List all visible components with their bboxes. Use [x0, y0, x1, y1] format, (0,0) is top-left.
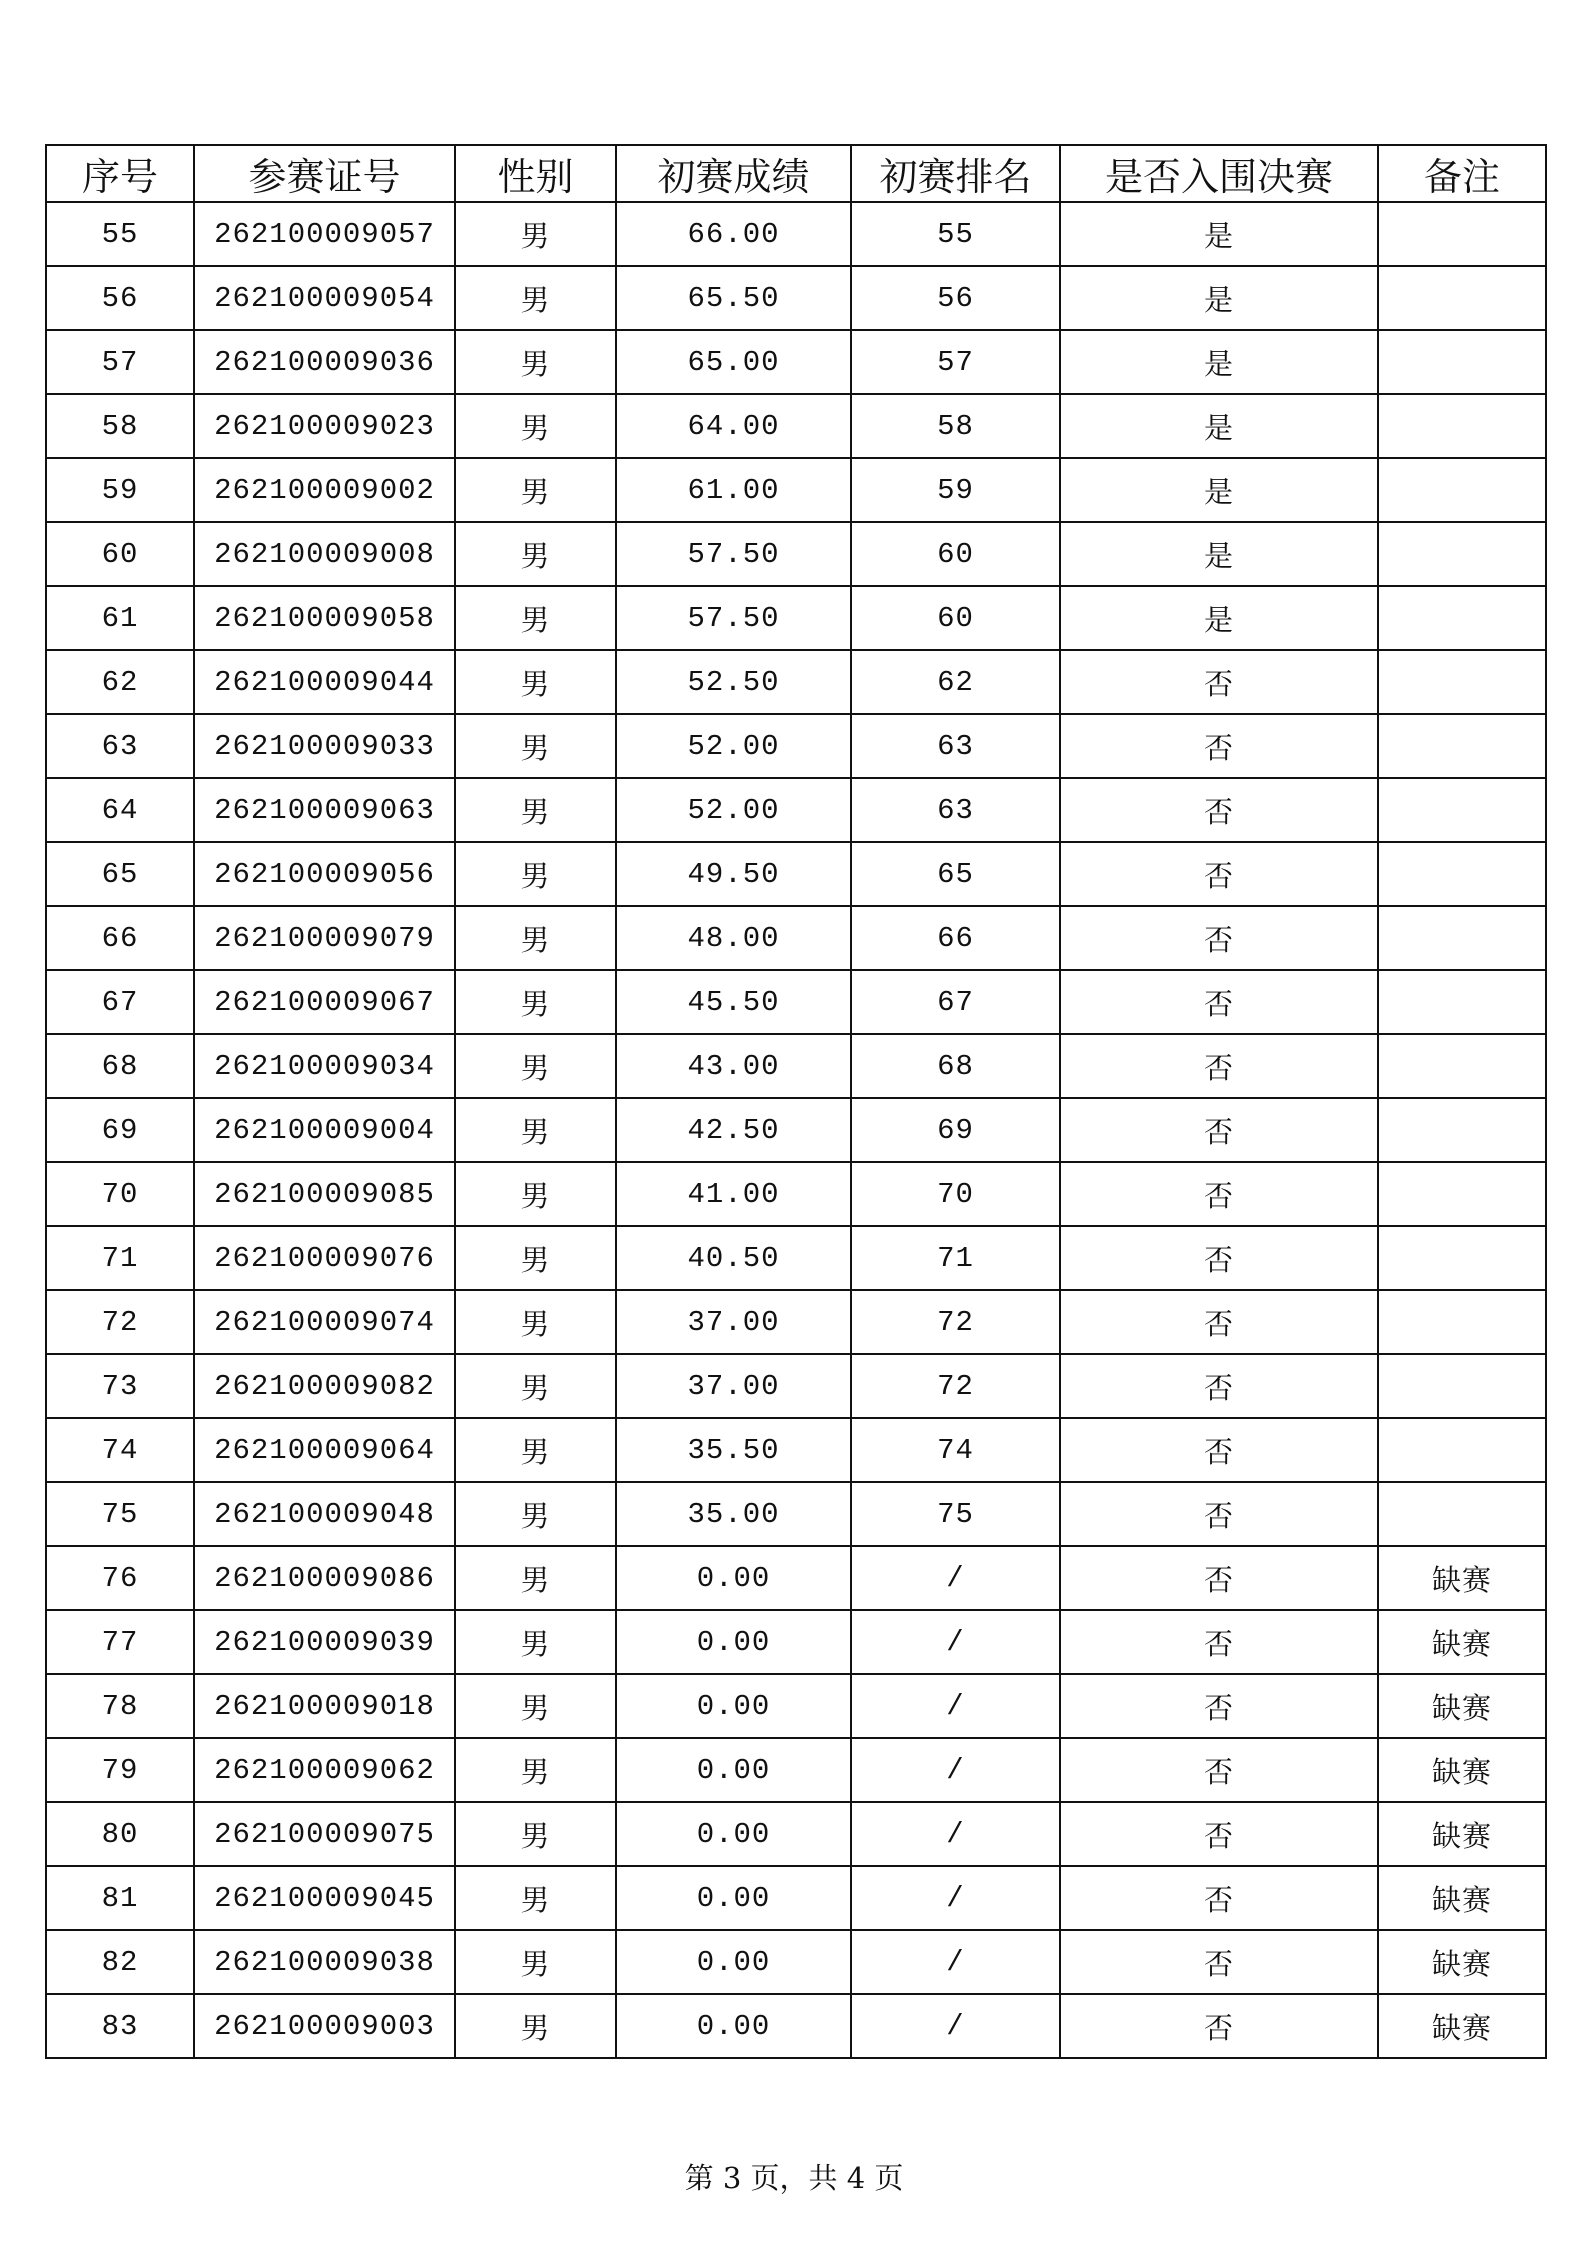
- cell-index: 83: [46, 1994, 194, 2058]
- cell-rank: 74: [851, 1418, 1060, 1482]
- cell-index: 55: [46, 202, 194, 266]
- cell-score: 0.00: [616, 1930, 851, 1994]
- cell-index: 78: [46, 1674, 194, 1738]
- table-row: [46, 1482, 1546, 1546]
- cell-gender: 男: [455, 266, 616, 330]
- table-row: [46, 522, 1546, 586]
- cell-finalist: 否: [1060, 1866, 1378, 1930]
- cell-rank: 69: [851, 1098, 1060, 1162]
- header-gender: 性别: [455, 145, 616, 202]
- cell-score: 64.00: [616, 394, 851, 458]
- table-row: [46, 1546, 1546, 1610]
- cell-score: 65.00: [616, 330, 851, 394]
- cell-score: 0.00: [616, 1610, 851, 1674]
- cell-finalist: 否: [1060, 842, 1378, 906]
- table-body: [46, 202, 1546, 2058]
- table-row: [46, 1162, 1546, 1226]
- cell-gender: 男: [455, 1610, 616, 1674]
- cell-entry-id: 262100009023: [194, 394, 455, 458]
- cell-gender: 男: [455, 1802, 616, 1866]
- table-row: [46, 1226, 1546, 1290]
- cell-gender: 男: [455, 1290, 616, 1354]
- cell-finalist: 否: [1060, 1226, 1378, 1290]
- table-row: [46, 458, 1546, 522]
- header-score: 初赛成绩: [616, 145, 851, 202]
- table-row: [46, 586, 1546, 650]
- cell-gender: 男: [455, 586, 616, 650]
- cell-rank: /: [851, 1866, 1060, 1930]
- table-row: [46, 650, 1546, 714]
- cell-rank: 56: [851, 266, 1060, 330]
- cell-gender: 男: [455, 1994, 616, 2058]
- cell-gender: 男: [455, 970, 616, 1034]
- cell-note: [1378, 1354, 1546, 1418]
- cell-index: 62: [46, 650, 194, 714]
- cell-score: 43.00: [616, 1034, 851, 1098]
- cell-finalist: 否: [1060, 970, 1378, 1034]
- cell-entry-id: 262100009048: [194, 1482, 455, 1546]
- cell-index: 74: [46, 1418, 194, 1482]
- header-id: 参赛证号: [194, 145, 455, 202]
- cell-gender: 男: [455, 1866, 616, 1930]
- cell-score: 61.00: [616, 458, 851, 522]
- cell-rank: /: [851, 1546, 1060, 1610]
- cell-score: 57.50: [616, 586, 851, 650]
- cell-note: [1378, 1162, 1546, 1226]
- cell-index: 73: [46, 1354, 194, 1418]
- header-index: 序号: [46, 145, 194, 202]
- table-row: [46, 714, 1546, 778]
- cell-entry-id: 262100009044: [194, 650, 455, 714]
- cell-rank: /: [851, 1930, 1060, 1994]
- cell-rank: /: [851, 1738, 1060, 1802]
- cell-entry-id: 262100009054: [194, 266, 455, 330]
- cell-note: [1378, 714, 1546, 778]
- cell-entry-id: 262100009018: [194, 1674, 455, 1738]
- cell-gender: 男: [455, 714, 616, 778]
- page-number: 第 3 页，共 4 页: [684, 2161, 904, 2195]
- cell-rank: 62: [851, 650, 1060, 714]
- cell-note: [1378, 1290, 1546, 1354]
- table-row: [46, 1802, 1546, 1866]
- cell-gender: 男: [455, 1354, 616, 1418]
- cell-score: 0.00: [616, 1802, 851, 1866]
- cell-score: 52.00: [616, 714, 851, 778]
- cell-gender: 男: [455, 1546, 616, 1610]
- cell-entry-id: 262100009002: [194, 458, 455, 522]
- cell-index: 57: [46, 330, 194, 394]
- cell-score: 65.50: [616, 266, 851, 330]
- cell-score: 35.50: [616, 1418, 851, 1482]
- cell-note: [1378, 1418, 1546, 1482]
- cell-score: 48.00: [616, 906, 851, 970]
- table-row: [46, 778, 1546, 842]
- table-row: [46, 1418, 1546, 1482]
- cell-finalist: 否: [1060, 1354, 1378, 1418]
- table-row: [46, 906, 1546, 970]
- cell-entry-id: 262100009064: [194, 1418, 455, 1482]
- cell-rank: 70: [851, 1162, 1060, 1226]
- table-row: [46, 1674, 1546, 1738]
- cell-note: 缺赛: [1378, 1738, 1546, 1802]
- cell-entry-id: 262100009034: [194, 1034, 455, 1098]
- cell-finalist: 否: [1060, 1098, 1378, 1162]
- cell-finalist: 否: [1060, 650, 1378, 714]
- cell-gender: 男: [455, 1034, 616, 1098]
- cell-finalist: 是: [1060, 458, 1378, 522]
- cell-score: 52.00: [616, 778, 851, 842]
- cell-rank: 75: [851, 1482, 1060, 1546]
- table-row: [46, 1930, 1546, 1994]
- cell-entry-id: 262100009045: [194, 1866, 455, 1930]
- cell-note: [1378, 970, 1546, 1034]
- table-row: [46, 1290, 1546, 1354]
- cell-finalist: 否: [1060, 906, 1378, 970]
- cell-rank: 71: [851, 1226, 1060, 1290]
- cell-entry-id: 262100009036: [194, 330, 455, 394]
- cell-score: 0.00: [616, 1674, 851, 1738]
- cell-finalist: 否: [1060, 714, 1378, 778]
- cell-entry-id: 262100009063: [194, 778, 455, 842]
- cell-gender: 男: [455, 1098, 616, 1162]
- cell-entry-id: 262100009074: [194, 1290, 455, 1354]
- cell-note: 缺赛: [1378, 1866, 1546, 1930]
- cell-index: 59: [46, 458, 194, 522]
- cell-rank: 65: [851, 842, 1060, 906]
- cell-note: [1378, 1226, 1546, 1290]
- cell-index: 70: [46, 1162, 194, 1226]
- cell-finalist: 是: [1060, 266, 1378, 330]
- cell-entry-id: 262100009003: [194, 1994, 455, 2058]
- cell-rank: 60: [851, 522, 1060, 586]
- cell-finalist: 是: [1060, 394, 1378, 458]
- cell-note: [1378, 394, 1546, 458]
- cell-score: 45.50: [616, 970, 851, 1034]
- cell-index: 75: [46, 1482, 194, 1546]
- cell-score: 0.00: [616, 1994, 851, 2058]
- cell-score: 0.00: [616, 1738, 851, 1802]
- cell-note: [1378, 330, 1546, 394]
- cell-gender: 男: [455, 778, 616, 842]
- cell-rank: 58: [851, 394, 1060, 458]
- cell-entry-id: 262100009004: [194, 1098, 455, 1162]
- cell-index: 65: [46, 842, 194, 906]
- cell-index: 76: [46, 1546, 194, 1610]
- cell-note: 缺赛: [1378, 1930, 1546, 1994]
- cell-score: 0.00: [616, 1546, 851, 1610]
- cell-finalist: 是: [1060, 202, 1378, 266]
- cell-entry-id: 262100009008: [194, 522, 455, 586]
- cell-index: 58: [46, 394, 194, 458]
- table-row: [46, 330, 1546, 394]
- cell-gender: 男: [455, 1674, 616, 1738]
- cell-index: 63: [46, 714, 194, 778]
- cell-gender: 男: [455, 1482, 616, 1546]
- cell-index: 66: [46, 906, 194, 970]
- cell-note: 缺赛: [1378, 1994, 1546, 2058]
- cell-entry-id: 262100009086: [194, 1546, 455, 1610]
- cell-score: 52.50: [616, 650, 851, 714]
- cell-gender: 男: [455, 1738, 616, 1802]
- cell-finalist: 否: [1060, 1290, 1378, 1354]
- cell-score: 42.50: [616, 1098, 851, 1162]
- table-row: [46, 202, 1546, 266]
- cell-finalist: 否: [1060, 1930, 1378, 1994]
- cell-entry-id: 262100009067: [194, 970, 455, 1034]
- cell-entry-id: 262100009085: [194, 1162, 455, 1226]
- cell-note: [1378, 650, 1546, 714]
- cell-score: 0.00: [616, 1866, 851, 1930]
- cell-note: 缺赛: [1378, 1802, 1546, 1866]
- cell-index: 71: [46, 1226, 194, 1290]
- cell-note: [1378, 842, 1546, 906]
- table-row: [46, 1098, 1546, 1162]
- cell-note: [1378, 1098, 1546, 1162]
- cell-finalist: 否: [1060, 1418, 1378, 1482]
- header-row: [46, 145, 1546, 202]
- cell-score: 37.00: [616, 1354, 851, 1418]
- cell-score: 66.00: [616, 202, 851, 266]
- cell-note: 缺赛: [1378, 1674, 1546, 1738]
- table-row: [46, 1034, 1546, 1098]
- cell-score: 57.50: [616, 522, 851, 586]
- results-table: [45, 144, 1547, 2059]
- cell-rank: 72: [851, 1354, 1060, 1418]
- header-rank: 初赛排名: [851, 145, 1060, 202]
- cell-rank: 59: [851, 458, 1060, 522]
- cell-gender: 男: [455, 906, 616, 970]
- table-row: [46, 1994, 1546, 2058]
- cell-rank: 67: [851, 970, 1060, 1034]
- cell-index: 67: [46, 970, 194, 1034]
- cell-entry-id: 262100009038: [194, 1930, 455, 1994]
- table-row: [46, 1610, 1546, 1674]
- cell-gender: 男: [455, 330, 616, 394]
- cell-finalist: 否: [1060, 1802, 1378, 1866]
- table-row: [46, 266, 1546, 330]
- cell-finalist: 是: [1060, 522, 1378, 586]
- cell-finalist: 否: [1060, 778, 1378, 842]
- cell-score: 49.50: [616, 842, 851, 906]
- cell-entry-id: 262100009076: [194, 1226, 455, 1290]
- cell-finalist: 否: [1060, 1162, 1378, 1226]
- cell-note: [1378, 778, 1546, 842]
- cell-index: 60: [46, 522, 194, 586]
- cell-score: 35.00: [616, 1482, 851, 1546]
- cell-index: 69: [46, 1098, 194, 1162]
- cell-rank: 63: [851, 778, 1060, 842]
- cell-finalist: 否: [1060, 1994, 1378, 2058]
- table-row: [46, 1866, 1546, 1930]
- cell-note: 缺赛: [1378, 1610, 1546, 1674]
- cell-note: 缺赛: [1378, 1546, 1546, 1610]
- cell-index: 79: [46, 1738, 194, 1802]
- cell-note: [1378, 458, 1546, 522]
- cell-finalist: 否: [1060, 1482, 1378, 1546]
- cell-gender: 男: [455, 1418, 616, 1482]
- cell-gender: 男: [455, 458, 616, 522]
- cell-entry-id: 262100009033: [194, 714, 455, 778]
- cell-rank: 60: [851, 586, 1060, 650]
- cell-finalist: 是: [1060, 586, 1378, 650]
- cell-note: [1378, 522, 1546, 586]
- cell-rank: 72: [851, 1290, 1060, 1354]
- cell-score: 37.00: [616, 1290, 851, 1354]
- header-note: 备注: [1378, 145, 1546, 202]
- cell-gender: 男: [455, 202, 616, 266]
- cell-finalist: 是: [1060, 330, 1378, 394]
- cell-entry-id: 262100009058: [194, 586, 455, 650]
- cell-rank: 68: [851, 1034, 1060, 1098]
- cell-entry-id: 262100009079: [194, 906, 455, 970]
- cell-note: [1378, 266, 1546, 330]
- cell-index: 68: [46, 1034, 194, 1098]
- cell-rank: 57: [851, 330, 1060, 394]
- cell-note: [1378, 202, 1546, 266]
- cell-gender: 男: [455, 1930, 616, 1994]
- table-row: [46, 970, 1546, 1034]
- cell-entry-id: 262100009075: [194, 1802, 455, 1866]
- cell-rank: /: [851, 1674, 1060, 1738]
- table-row: [46, 1738, 1546, 1802]
- cell-note: [1378, 1482, 1546, 1546]
- cell-rank: 63: [851, 714, 1060, 778]
- cell-index: 61: [46, 586, 194, 650]
- cell-score: 40.50: [616, 1226, 851, 1290]
- cell-entry-id: 262100009056: [194, 842, 455, 906]
- cell-rank: 55: [851, 202, 1060, 266]
- table-row: [46, 842, 1546, 906]
- cell-gender: 男: [455, 394, 616, 458]
- header-finalist: 是否入围决赛: [1060, 145, 1378, 202]
- cell-index: 56: [46, 266, 194, 330]
- cell-rank: 66: [851, 906, 1060, 970]
- cell-rank: /: [851, 1802, 1060, 1866]
- cell-score: 41.00: [616, 1162, 851, 1226]
- cell-entry-id: 262100009082: [194, 1354, 455, 1418]
- table-row: [46, 394, 1546, 458]
- cell-gender: 男: [455, 522, 616, 586]
- cell-gender: 男: [455, 1226, 616, 1290]
- cell-entry-id: 262100009039: [194, 1610, 455, 1674]
- cell-finalist: 否: [1060, 1546, 1378, 1610]
- cell-index: 77: [46, 1610, 194, 1674]
- cell-index: 81: [46, 1866, 194, 1930]
- cell-entry-id: 262100009057: [194, 202, 455, 266]
- cell-gender: 男: [455, 842, 616, 906]
- cell-index: 64: [46, 778, 194, 842]
- cell-finalist: 否: [1060, 1674, 1378, 1738]
- cell-index: 72: [46, 1290, 194, 1354]
- cell-note: [1378, 906, 1546, 970]
- cell-finalist: 否: [1060, 1738, 1378, 1802]
- cell-note: [1378, 1034, 1546, 1098]
- cell-gender: 男: [455, 1162, 616, 1226]
- cell-finalist: 否: [1060, 1610, 1378, 1674]
- cell-note: [1378, 586, 1546, 650]
- cell-rank: /: [851, 1994, 1060, 2058]
- table-row: [46, 1354, 1546, 1418]
- cell-gender: 男: [455, 650, 616, 714]
- cell-index: 80: [46, 1802, 194, 1866]
- cell-rank: /: [851, 1610, 1060, 1674]
- cell-index: 82: [46, 1930, 194, 1994]
- cell-entry-id: 262100009062: [194, 1738, 455, 1802]
- cell-finalist: 否: [1060, 1034, 1378, 1098]
